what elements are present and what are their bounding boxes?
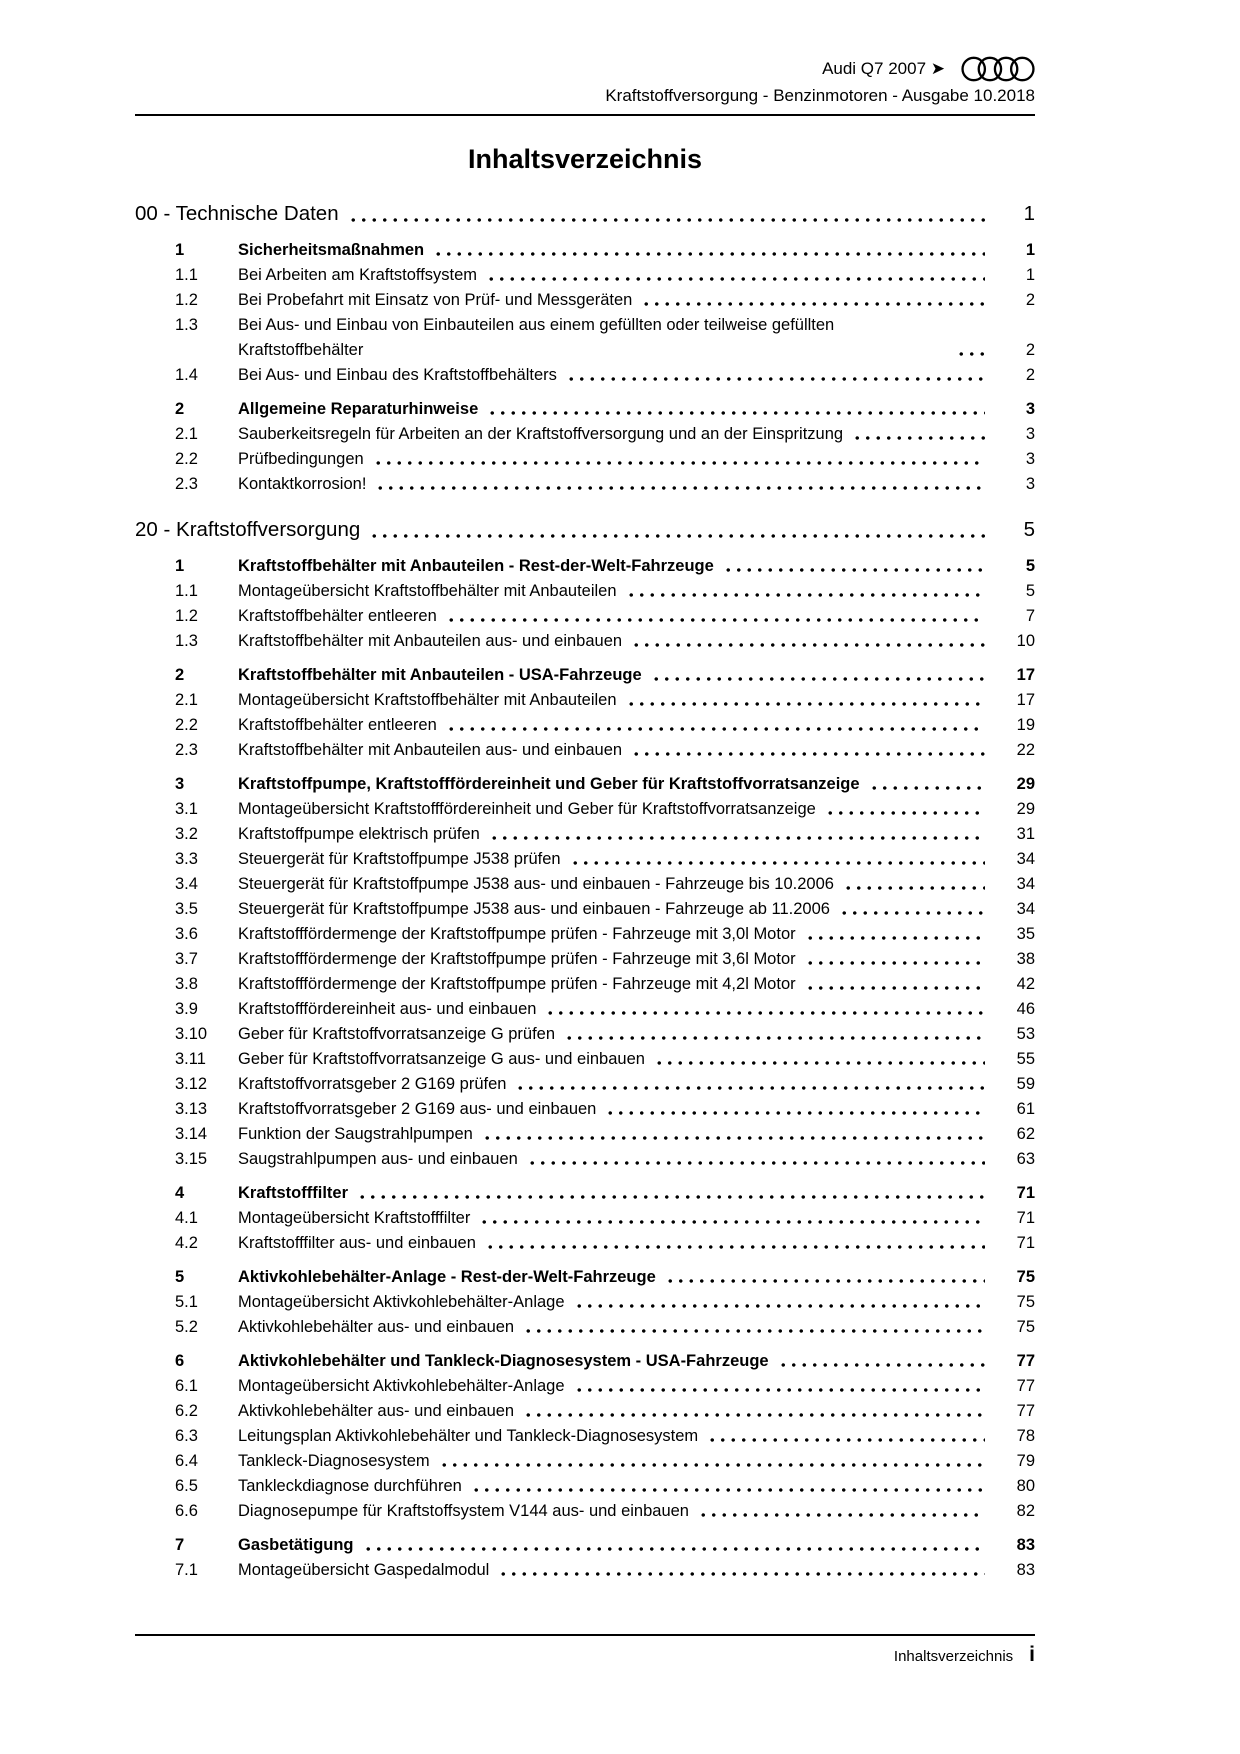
leader-dots [723,560,985,579]
toc-entry-number: 3.14 [175,1125,208,1143]
toc-entry-page-number: 19 [1016,716,1035,734]
toc-entry-title: Sicherheitsmaßnahmen [238,241,425,259]
header-divider [135,114,1035,116]
toc-entry-title: Montageübersicht Kraftstoffbehälter mit Anbauteilen [238,691,617,709]
toc-entry-row [135,822,1035,847]
toc-entry-title: Montageübersicht Kraftstofffilter [238,1209,471,1227]
toc-entry-title: Montageübersicht Kraftstofffördereinheit und Geber für Kraftstoffvorratsanzeige [238,800,816,818]
toc-entry-row [135,1349,1035,1374]
leader-dots [574,1296,985,1315]
toc-entry-page-number: 29 [1016,800,1035,818]
toc-entry-number: 2.2 [175,716,198,734]
leader-dots [498,1564,985,1583]
toc-entry-number: 1.2 [175,607,198,625]
leader-dots [570,853,985,872]
toc-entry-number: 2.2 [175,450,198,468]
leader-dots [605,1103,985,1122]
toc-entry-page-number: 3 [1025,400,1035,418]
leader-dots [446,719,985,738]
toc-entry-title: Gasbetätigung [238,1536,354,1554]
toc-entry-row [135,688,1035,713]
leader-dots [641,294,985,313]
toc-entry-title: Aktivkohlebehälter aus- und einbauen [238,1318,515,1336]
toc-entry-title: Aktivkohlebehälter und Tankleck-Diagnosesystem - USA-Fahrzeuge [238,1352,769,1370]
toc-entry-title: Aktivkohlebehälter aus- und einbauen [238,1402,515,1420]
leader-dots [485,1237,985,1256]
toc-section [135,515,1035,1583]
toc-entry-title: Kraftstoffvorratsgeber 2 G169 prüfen [238,1075,507,1093]
audi-rings-logo [961,56,1035,82]
toc-entry-title: Tankleckdiagnose durchführen [238,1477,462,1495]
toc-entry-page-number: 71 [1016,1234,1035,1252]
toc-section-page-number: 1 [1023,202,1035,225]
toc-entry-title: Montageübersicht Aktivkohlebehälter-Anlage [238,1377,565,1395]
toc-entry-page-number: 3 [1025,450,1035,468]
leader-dots [482,1128,985,1147]
toc-entry-page-number: 63 [1016,1150,1035,1168]
toc-entry-row [135,972,1035,997]
toc-entry-row [135,1449,1035,1474]
toc-entry-row [135,1122,1035,1147]
leader-dots [515,1078,985,1097]
toc-entry-page-number: 75 [1016,1293,1035,1311]
toc-entry-row [135,1399,1035,1424]
toc-entry-row [135,1290,1035,1315]
table-of-contents [135,199,1035,1583]
page-title: Inhaltsverzeichnis [467,144,703,174]
toc-entry-number: 4.2 [175,1234,198,1252]
toc-entry-title: Saugstrahlpumpen aus- und einbauen [238,1150,518,1168]
leader-dots [487,403,985,422]
toc-entry-page-number: 34 [1016,900,1035,918]
toc-entry-number: 2.3 [175,475,198,493]
toc-entry-row [135,288,1035,313]
toc-entry-title: Kraftstoffpumpe, Kraftstofffördereinheit und Geber für Kraftstoffvorratsanzeige [238,775,860,793]
toc-entry-row [135,238,1035,263]
toc-entry-number: 1.2 [175,291,198,309]
toc-entry-title: Funktion der Saugstrahlpumpen [238,1125,473,1143]
toc-entry-title: Kraftstoffpumpe elektrisch prüfen [238,825,480,843]
toc-entry-page-number: 2 [1025,366,1035,384]
toc-entry-number: 2 [175,666,185,684]
toc-entry-page-number: 1 [1025,241,1035,259]
toc-entry-title: Steuergerät für Kraftstoffpumpe J538 aus- und einbauen - Fahrzeuge ab 11.2006 [238,900,830,918]
toc-entry-row [135,397,1035,422]
leader-dots [566,369,985,388]
toc-entry-row [135,422,1035,447]
toc-entry-page-number: 1 [1025,266,1035,284]
toc-entry-title: Kraftstofffördermenge der Kraftstoffpumpe prüfen - Fahrzeuge mit 3,6l Motor [238,950,796,968]
toc-entry-number: 1.1 [175,266,198,284]
document-page [135,0,1035,1583]
toc-entry-page-number: 31 [1016,825,1035,843]
toc-entry-number: 2 [175,400,185,418]
toc-entry-title: Montageübersicht Aktivkohlebehälter-Anlage [238,1293,565,1311]
toc-entry-page-number: 17 [1016,691,1035,709]
leader-dots [778,1355,985,1374]
toc-entry-page-number: 62 [1016,1125,1035,1143]
leader-dots [654,1053,985,1072]
toc-entry-row [135,1181,1035,1206]
toc-entry-page-number: 42 [1016,975,1035,993]
toc-entry-title: Steuergerät für Kraftstoffpumpe J538 aus- und einbauen - Fahrzeuge bis 10.2006 [238,875,834,893]
toc-entry-page-number: 5 [1025,582,1035,600]
toc-entry-number: 3.1 [175,800,198,818]
toc-entry-title: Kraftstoffbehälter entleeren [238,716,437,734]
leader-dots [665,1271,985,1290]
toc-section [135,199,1035,497]
toc-entry-number: 2.1 [175,691,198,709]
toc-entry-number: 6.2 [175,1402,198,1420]
toc-entry-row [135,1474,1035,1499]
toc-entry-row [135,1206,1035,1231]
toc-entry-row [135,1374,1035,1399]
toc-entry-title: Tankleck-Diagnosesystem [238,1452,430,1470]
toc-entry-row [135,1047,1035,1072]
toc-entry-page-number: 71 [1016,1209,1035,1227]
toc-entry-page-number: 22 [1016,741,1035,759]
toc-entry-title: Geber für Kraftstoffvorratsanzeige G prüfen [238,1025,556,1043]
toc-entry-number: 6.5 [175,1477,198,1495]
toc-entry-number: 3.7 [175,950,198,968]
toc-entry-title: Steuergerät für Kraftstoffpumpe J538 prüfen [238,850,561,868]
toc-entry-title: Leitungsplan Aktivkohlebehälter und Tankleck-Diagnosesystem [238,1427,699,1445]
toc-entry-row [135,922,1035,947]
toc-entry-page-number: 17 [1016,666,1035,684]
leader-dots [631,744,985,763]
toc-entry-title: Kraftstofffilter aus- und einbauen [238,1234,476,1252]
header-model-line [135,56,1035,82]
toc-entry-title: Kraftstoffbehälter mit Anbauteilen - Rest-der-Welt-Fahrzeuge [238,557,714,575]
toc-entry-page-number: 75 [1016,1318,1035,1336]
toc-entry-number: 6.3 [175,1427,198,1445]
toc-entry-title: Montageübersicht Gaspedalmodul [238,1561,490,1579]
toc-entry-row [135,1533,1035,1558]
toc-entry-number: 2.3 [175,741,198,759]
toc-entry-row [135,447,1035,472]
toc-section-label: 20 - Kraftstoffversorgung [135,518,361,541]
toc-entry-number: 3.15 [175,1150,208,1168]
toc-entry-page-number: 79 [1016,1452,1035,1470]
toc-entry-row [135,897,1035,922]
toc-section-page-number: 5 [1023,518,1035,541]
toc-entry-title: Kraftstoffvorratsgeber 2 G169 aus- und einbauen [238,1100,597,1118]
toc-section-entries [135,238,1035,497]
toc-entry-title: Kraftstoffbehälter mit Anbauteilen aus- und einbauen [238,741,623,759]
toc-entry-number: 3.2 [175,825,198,843]
toc-entry-page-number: 10 [1016,632,1035,650]
toc-entry-row [135,554,1035,579]
toc-entry-number: 4 [175,1184,185,1202]
toc-entry-number: 1.3 [175,632,198,650]
toc-entry-number: 5.2 [175,1318,198,1336]
leader-dots [486,269,985,288]
leader-dots [631,635,985,654]
toc-entry-number: 3.11 [175,1050,206,1068]
toc-entry-number: 3.10 [175,1025,208,1043]
toc-entry-row [135,363,1035,388]
leader-dots [357,1187,985,1206]
footer-page-number: i [1029,1643,1035,1666]
toc-entry-page-number: 59 [1016,1075,1035,1093]
leader-dots [843,878,985,897]
toc-entry-page-number: 2 [1025,291,1035,309]
toc-entry-number: 3.13 [175,1100,208,1118]
toc-entry-page-number: 77 [1016,1402,1035,1420]
leader-dots [471,1480,985,1499]
leader-dots [446,610,985,629]
toc-entry-number: 5 [175,1268,185,1286]
leader-dots [626,585,985,604]
leader-dots [489,828,985,847]
toc-entry-number: 3.4 [175,875,198,893]
leader-dots [375,478,985,497]
toc-entry-number: 7 [175,1536,185,1554]
leader-dots [574,1380,985,1399]
toc-section-label: 00 - Technische Daten [135,202,339,225]
toc-entry-row [135,579,1035,604]
leader-dots [545,1003,985,1022]
toc-entry-row [135,1097,1035,1122]
toc-entry-page-number: 34 [1016,850,1035,868]
toc-entry-number: 3.5 [175,900,198,918]
toc-entry-number: 4.1 [175,1209,198,1227]
toc-entry-title: Kraftstoffbehälter entleeren [238,607,437,625]
toc-entry-row [135,872,1035,897]
toc-entry-page-number: 34 [1016,875,1035,893]
toc-entry-title: Bei Arbeiten am Kraftstoffsystem [238,266,478,284]
toc-entry-title: Sauberkeitsregeln für Arbeiten an der Kraftstoffversorgung und an der Einspritzung [238,425,844,443]
toc-entry-number: 1.3 [175,316,198,334]
leader-dots [564,1028,985,1047]
toc-entry-row [135,1022,1035,1047]
toc-entry-page-number: 77 [1016,1377,1035,1395]
toc-entry-title: Bei Probefahrt mit Einsatz von Prüf- und Messgeräten [238,291,633,309]
toc-entry-page-number: 3 [1025,475,1035,493]
toc-entry-title: Kraftstoffbehälter mit Anbauteilen - USA-Fahrzeuge [238,666,642,684]
leader-dots [523,1321,985,1340]
toc-entry-row [135,663,1035,688]
leader-dots [651,669,985,688]
toc-entry-page-number: 35 [1016,925,1035,943]
toc-entry-number: 1 [175,241,185,259]
leader-dots [869,778,985,797]
toc-entry-number: 6.1 [175,1377,198,1395]
toc-entry-number: 3.6 [175,925,198,943]
toc-entry-page-number: 46 [1016,1000,1035,1018]
toc-entry-title: Prüfbedingungen [238,450,364,468]
toc-entry-page-number: 5 [1025,557,1035,575]
toc-entry-page-number: 7 [1025,607,1035,625]
leader-dots [439,1455,985,1474]
leader-dots [479,1212,985,1231]
toc-entry-number: 5.1 [175,1293,198,1311]
toc-entry-title: Kontaktkorrosion! [238,475,367,493]
toc-entry-number: 7.1 [175,1561,198,1579]
toc-entry-row [135,1499,1035,1524]
toc-entry-number: 3.8 [175,975,198,993]
toc-entry-title: Kraftstoffbehälter mit Anbauteilen aus- und einbauen [238,632,623,650]
toc-entry-page-number: 29 [1016,775,1035,793]
toc-entry-title: Montageübersicht Kraftstoffbehälter mit Anbauteilen [238,582,617,600]
toc-entry-number: 6.6 [175,1502,198,1520]
toc-entry-number: 2.1 [175,425,198,443]
toc-entry-page-number: 75 [1016,1268,1035,1286]
toc-entry-row [135,797,1035,822]
toc-entry-row [135,1147,1035,1172]
leader-dots [433,244,985,263]
toc-entry-title: Aktivkohlebehälter-Anlage - Rest-der-Welt-Fahrzeuge [238,1268,656,1286]
toc-entry-row [135,313,1035,363]
footer-divider [135,1634,1035,1636]
toc-entry-page-number: 61 [1016,1100,1035,1118]
leader-dots [527,1153,985,1172]
page-footer [135,1626,1035,1667]
toc-entry-number: 3.12 [175,1075,208,1093]
toc-entry-page-number: 71 [1016,1184,1035,1202]
footer-label: Inhaltsverzeichnis [893,1648,1014,1665]
toc-entry-number: 1 [175,557,185,575]
toc-section-entries [135,554,1035,1583]
toc-entry-row [135,772,1035,797]
toc-entry-number: 6 [175,1352,185,1370]
leader-dots [805,953,985,972]
toc-entry-title: Kraftstofffördermenge der Kraftstoffpumpe prüfen - Fahrzeuge mit 4,2l Motor [238,975,796,993]
toc-entry-page-number: 38 [1016,950,1035,968]
leader-dots [805,978,985,997]
header-model-text: Audi Q7 2007 ➤ [822,59,945,78]
toc-entry-title: Bei Aus- und Einbau von Einbauteilen aus einem gefüllten oder teilweise gefüllten Kraftstoffbehälter [238,316,835,359]
toc-section-row [135,515,1035,545]
toc-entry-row [135,1265,1035,1290]
toc-entry-row [135,1315,1035,1340]
leader-dots [839,903,985,922]
toc-entry-title: Kraftstofffördermenge der Kraftstoffpumpe prüfen - Fahrzeuge mit 3,0l Motor [238,925,796,943]
toc-entry-row [135,604,1035,629]
toc-section-row [135,199,1035,229]
toc-entry-row [135,629,1035,654]
toc-entry-page-number: 77 [1016,1352,1035,1370]
leader-dots [373,453,985,472]
toc-entry-page-number: 82 [1016,1502,1035,1520]
toc-entry-page-number: 83 [1016,1536,1035,1554]
leader-dots [825,803,985,822]
toc-entry-number: 3 [175,775,185,793]
toc-entry-number: 3.9 [175,1000,198,1018]
toc-entry-title: Bei Aus- und Einbau des Kraftstoffbehälters [238,366,557,384]
toc-entry-row [135,263,1035,288]
toc-entry-number: 1.1 [175,582,198,600]
toc-entry-page-number: 78 [1016,1427,1035,1445]
toc-entry-row [135,472,1035,497]
toc-entry-row [135,738,1035,763]
leader-dots [852,428,985,447]
leader-dots [626,694,985,713]
toc-entry-number: 3.3 [175,850,198,868]
toc-entry-row [135,847,1035,872]
leader-dots [523,1405,985,1424]
leader-dots [698,1505,985,1524]
header-subtitle: Kraftstoffversorgung - Benzinmotoren - Ausgabe 10.2018 [605,86,1035,105]
page-header [135,0,1035,116]
toc-entry-page-number: 2 [1025,341,1035,359]
toc-entry-page-number: 55 [1016,1050,1035,1068]
toc-entry-page-number: 53 [1016,1025,1035,1043]
toc-entry-title: Kraftstofffilter [238,1184,348,1202]
leader-dots [707,1430,985,1449]
toc-entry-title: Diagnosepumpe für Kraftstoffsystem V144 aus- und einbauen [238,1502,689,1520]
toc-entry-title: Geber für Kraftstoffvorratsanzeige G aus- und einbauen [238,1050,645,1068]
toc-entry-number: 6.4 [175,1452,198,1470]
toc-entry-row [135,1558,1035,1583]
toc-entry-title: Kraftstofffördereinheit aus- und einbauen [238,1000,537,1018]
toc-entry-number: 1.4 [175,366,198,384]
toc-entry-row [135,713,1035,738]
toc-entry-row [135,947,1035,972]
toc-entry-row [135,1072,1035,1097]
leader-dots [348,207,985,229]
toc-entry-row [135,997,1035,1022]
leader-dots [956,344,985,363]
toc-entry-page-number: 3 [1025,425,1035,443]
leader-dots [369,523,985,545]
toc-entry-title: Allgemeine Reparaturhinweise [238,400,479,418]
leader-dots [805,928,985,947]
leader-dots [363,1539,985,1558]
toc-entry-page-number: 80 [1016,1477,1035,1495]
toc-entry-row [135,1231,1035,1256]
toc-entry-page-number: 83 [1016,1561,1035,1579]
toc-entry-row [135,1424,1035,1449]
